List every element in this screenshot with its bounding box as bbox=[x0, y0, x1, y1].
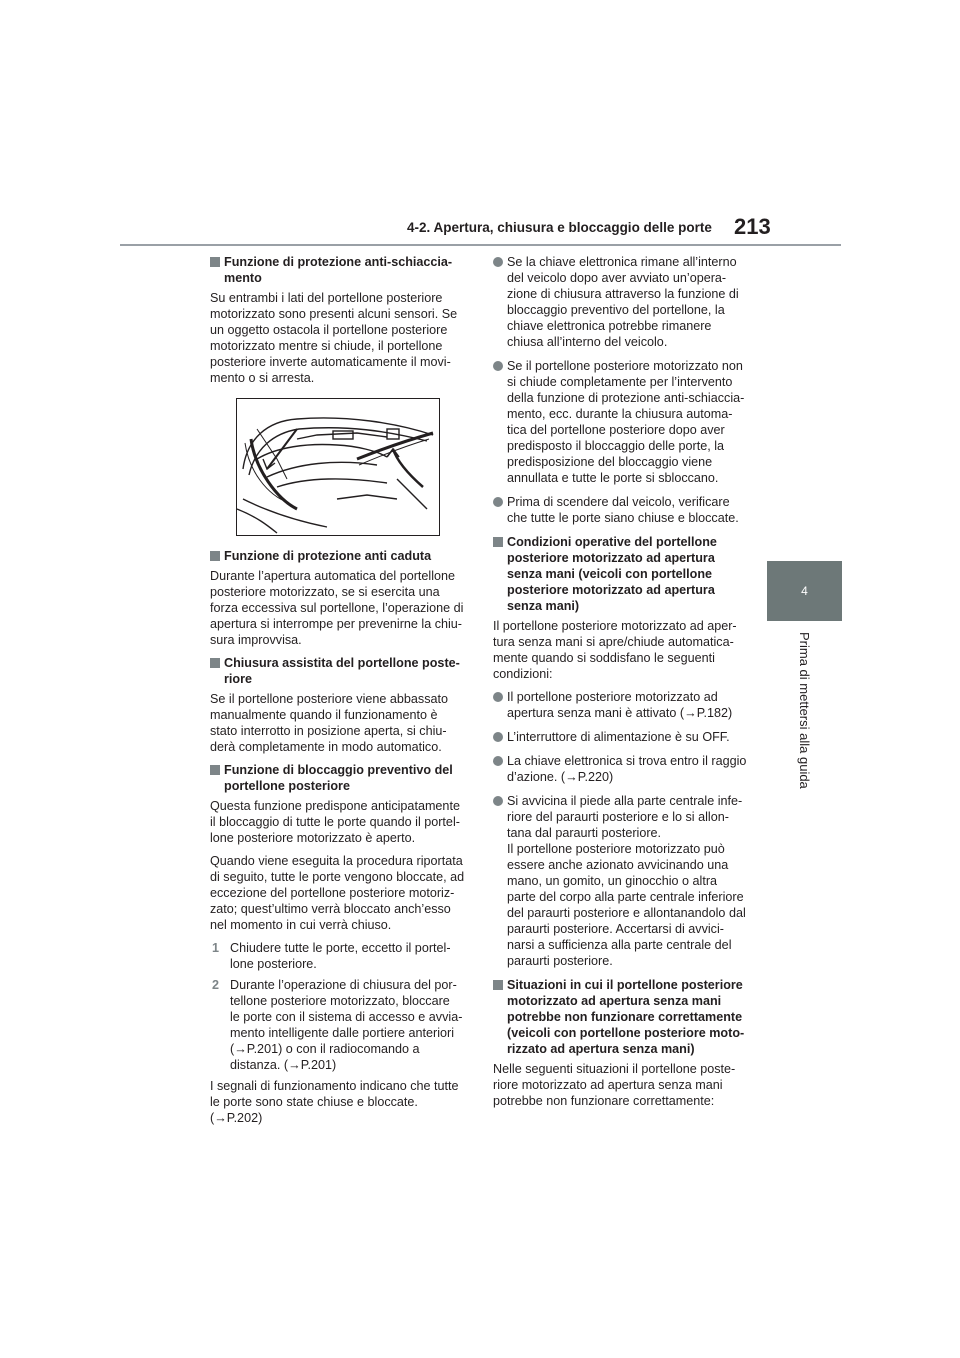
heading-preventive-lock: Funzione di bloccaggio preventivo del portellone posteriore bbox=[210, 762, 466, 794]
bullet-item: L’interruttore di alimentazione è su OFF. bbox=[493, 729, 749, 745]
paragraph: Nelle seguenti situazioni il portellone poste- riore motorizzato ad apertura senza mani potrebbe non funzionare correttamente: bbox=[493, 1062, 736, 1108]
paragraph: I segnali di funzionamento indicano che tutte le porte sono state chiuse e bloccate. (→P.202) bbox=[210, 1079, 459, 1125]
paragraph: Se il portellone posteriore viene abbassato manualmente quando il funzionamento è stato interrotto in posizione aperta, si chiu- derà completamente in modo automatico. bbox=[210, 692, 449, 754]
heading-anti-fall: Funzione di protezione anti caduta bbox=[210, 548, 466, 564]
page-number: 213 bbox=[734, 214, 771, 239]
heading-assisted-closing: Chiusura assistita del portellone poste- riore bbox=[210, 655, 466, 687]
bullet-item: La chiave elettronica si trova entro il raggio d’azione. (→P.220) bbox=[493, 753, 749, 785]
step-number: 1 bbox=[212, 941, 220, 955]
chapter-number: 4 bbox=[801, 584, 808, 598]
bullet-item: Si avvicina il piede alla parte centrale infe- riore del paraurti posteriore e lo si allon- tana dal paraurti posteriore. Il portellone posteriore motorizzato può essere anche azionato avvicinando una mano, un gomito, un ginocchio o altra parte del corpo alla parte centrale inferiore del paraurti posteriore e allontanandolo dal paraurti posteriore. Accertarsi di avvici- narsi a sufficienza alla parte centrale del paraurti posteriore. bbox=[493, 793, 749, 969]
heading-operating-conditions: Condizioni operative del portellone posteriore motorizzato ad apertura senza mani (veicoli con portellone posteriore motorizzato ad apertura senza mani) bbox=[493, 534, 749, 614]
paragraph: Questa funzione predispone anticipatamente il bloccaggio di tutte le porte quando il portel- lone posteriore motorizzato è aperto. bbox=[210, 799, 460, 845]
step-item: 2 Durante l’operazione di chiusura del por- tellone posteriore motorizzato, bloccare le porte con il sistema di accesso e avvia- mento intelligente dalle portiere anteriori (→P.201) o con il radiocomando a distanza. (→P.201) bbox=[212, 978, 463, 1072]
header-divider bbox=[120, 244, 841, 246]
square-bullet-icon bbox=[210, 765, 220, 775]
bullet-item: Se la chiave elettronica rimane all’interno del veicolo dopo aver avviato un’opera- zione di chiusura attraverso la funzione di bloccaggio preventivo del portellone, la chiave elettronica potrebbe rimanere chiusa all’interno del veicolo. bbox=[493, 254, 749, 350]
circle-bullet-icon bbox=[493, 361, 503, 371]
circle-bullet-icon bbox=[493, 497, 503, 507]
paragraph: Su entrambi i lati del portellone posteriore motorizzato sono presenti alcuni sensori. Se un oggetto ostacola il portellone posteriore motorizzato mentre si chiude, il portellone posteriore inverte automaticamente il movi- mento o si arresta. bbox=[210, 291, 458, 385]
left-column bbox=[210, 254, 466, 1133]
square-bullet-icon bbox=[210, 257, 220, 267]
heading-malfunction-situations: Situazioni in cui il portellone posteriore motorizzato ad apertura senza mani potrebbe non funzionare correttamente (veicoli con portellone posteriore moto- rizzato ad apertura senza mani) bbox=[493, 977, 749, 1057]
circle-bullet-icon bbox=[493, 732, 503, 742]
square-bullet-icon bbox=[210, 658, 220, 668]
circle-bullet-icon bbox=[493, 796, 503, 806]
heading-anti-pinch: Funzione di protezione anti-schiaccia- mento bbox=[210, 254, 466, 286]
step-item: 1 Chiudere tutte le porte, eccetto il portel- lone posteriore. bbox=[212, 941, 451, 971]
bullet-item: Il portellone posteriore motorizzato ad apertura senza mani è attivato (→P.182) bbox=[493, 689, 749, 721]
square-bullet-icon bbox=[493, 537, 503, 547]
square-bullet-icon bbox=[493, 980, 503, 990]
circle-bullet-icon bbox=[493, 756, 503, 766]
circle-bullet-icon bbox=[493, 257, 503, 267]
paragraph: Quando viene eseguita la procedura riportata di seguito, tutte le porte vengono bloccate, ad eccezione del portellone posteriore motoriz- zato; quest’ultimo verrà bloccato anch’esso nel momento in cui verrà chiuso. bbox=[210, 854, 465, 932]
circle-bullet-icon bbox=[493, 692, 503, 702]
bullet-item: Prima di scendere dal veicolo, verificare che tutte le porte siano chiuse e bloccate. bbox=[493, 494, 749, 526]
chapter-tab bbox=[767, 561, 842, 621]
paragraph: Il portellone posteriore motorizzato ad aper- tura senza mani si apre/chiude automatica- mente quando si soddisfano le seguenti condizioni: bbox=[493, 619, 737, 681]
square-bullet-icon bbox=[210, 551, 220, 561]
paragraph: Durante l’apertura automatica del portellone posteriore motorizzato, se si esercita una forza eccessiva sul portellone, l’operazione di apertura si interrompe per prevenirne la chiu- sura improvvisa. bbox=[210, 569, 464, 647]
right-column bbox=[493, 254, 749, 1116]
tailgate-sensor-illustration bbox=[236, 398, 440, 536]
step-number: 2 bbox=[212, 978, 220, 992]
chapter-title: Prima di mettersi alla guida bbox=[797, 632, 812, 789]
section-title: 4-2. Apertura, chiusura e bloccaggio delle porte bbox=[407, 220, 712, 235]
bullet-item: Se il portellone posteriore motorizzato non si chiude completamente per l’intervento della funzione di protezione anti-schiaccia- mento, ecc. durante la chiusura automa- tica del portellone posteriore dopo aver predisposto il bloccaggio delle porte, la predisposizione del bloccaggio viene annullata e tutte le porte si sbloccano. bbox=[493, 358, 749, 486]
